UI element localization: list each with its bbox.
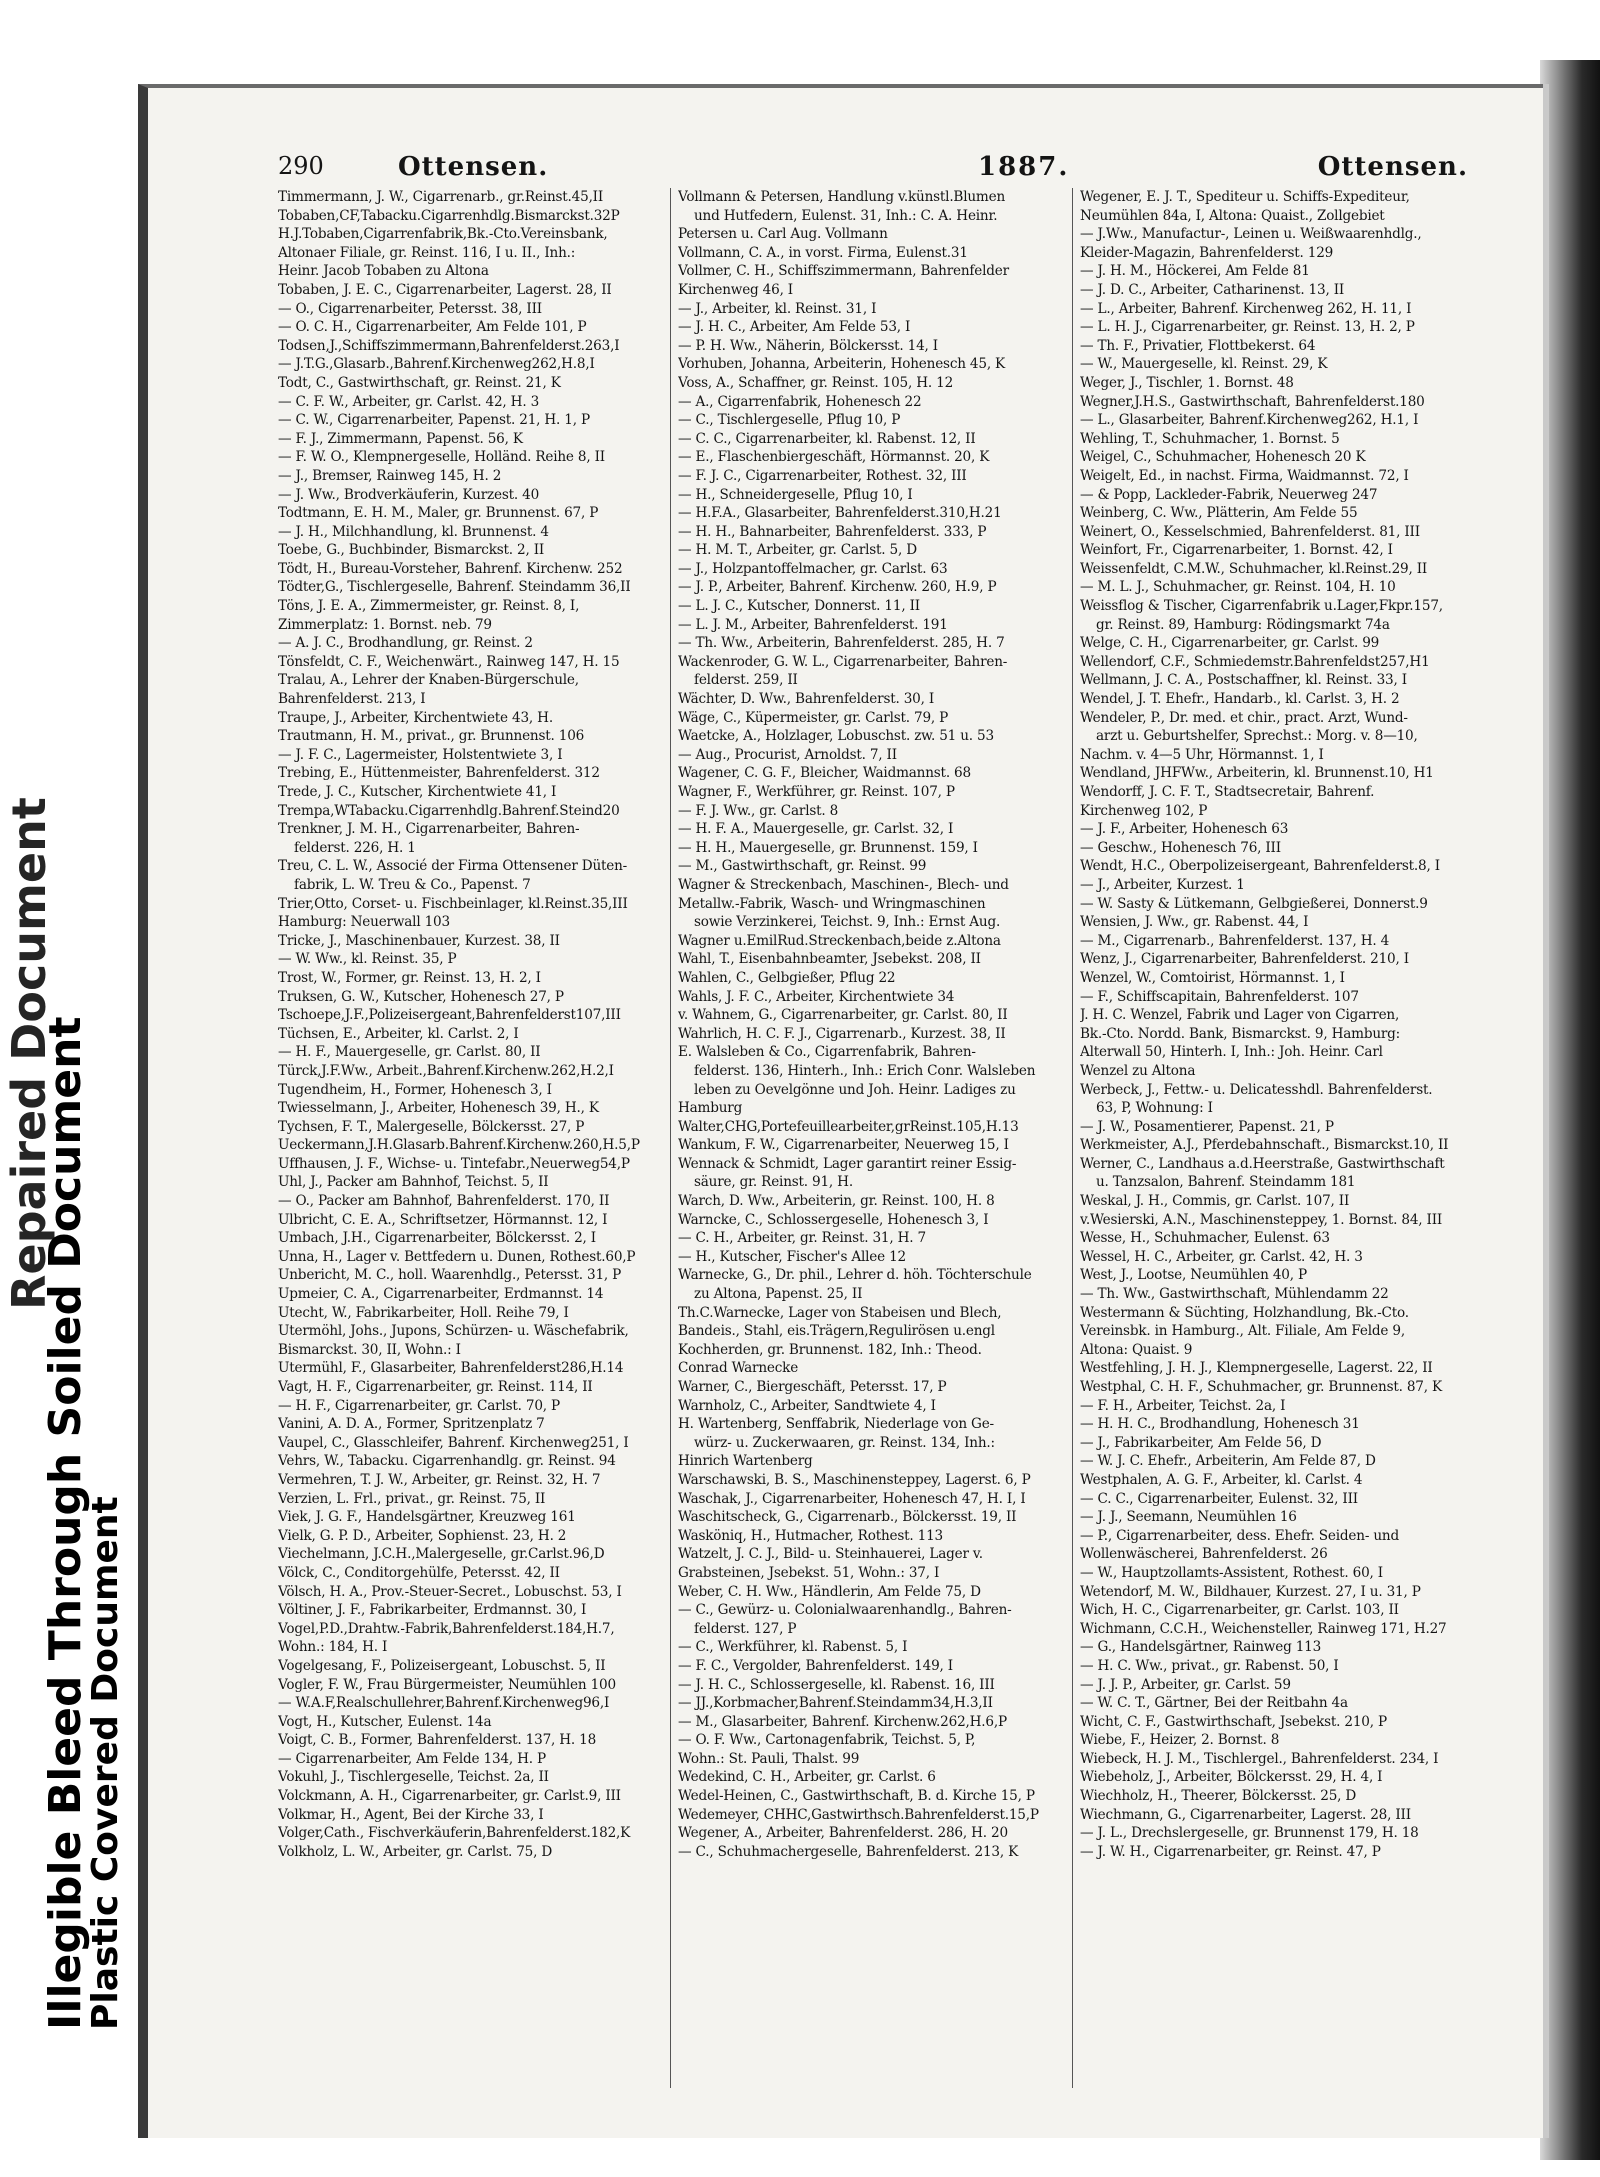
- directory-entry: Neumühlen 84a, I, Altona: Quaist., Zollgebiet: [1080, 207, 1385, 224]
- column-divider: [670, 188, 671, 2088]
- directory-entry: — F., Schiffscapitain, Bahrenfelderst. 107: [1080, 988, 1359, 1005]
- directory-entry: — J., Bremser, Rainweg 145, H. 2: [278, 467, 502, 484]
- directory-entry: Werbeck, J., Fettw.- u. Delicatesshdl. Bahrenfelderst.: [1080, 1081, 1433, 1098]
- stamp-repaired: Repaired Document: [2, 797, 56, 1310]
- directory-entry: — H. H., Bahnarbeiter, Bahrenfelderst. 333, P: [678, 523, 987, 540]
- directory-entry: Verzien, L. Frl., privat., gr. Reinst. 75, II: [278, 1490, 546, 1507]
- directory-entry: Wackenroder, G. W. L., Cigarrenarbeiter, Bahren-: [678, 653, 1008, 670]
- year: 1887.: [978, 152, 1070, 182]
- directory-entry: — J. F. C., Lagermeister, Holstentwiete 3, I: [278, 746, 563, 763]
- directory-entry: Wegener, E. J. T., Spediteur u. Schiffs-Expediteur,: [1080, 189, 1410, 205]
- directory-entry: Werkmeister, A.J., Pferdebahnschaft., Bismarckst.10, II: [1080, 1137, 1449, 1154]
- directory-entry: Grabsteinen, Jsebekst. 51, Wohn.: 37, I: [678, 1564, 940, 1581]
- directory-entry: — J. P., Arbeiter, Bahrenf. Kirchenw. 260, H.9, P: [678, 579, 997, 596]
- directory-entry: Wohn.: St. Pauli, Thalst. 99: [678, 1750, 860, 1767]
- directory-entry: — M., Glasarbeiter, Bahrenf. Kirchenw.262,H.6,P: [678, 1713, 1007, 1730]
- directory-entry: Völck, C., Conditorgehülfe, Petersst. 42, II: [278, 1564, 560, 1581]
- directory-entry: Waschitscheck, G., Cigarrenarb., Bölckersst. 19, II: [678, 1509, 1017, 1526]
- directory-entry: Wiechmann, G., Cigarrenarbeiter, Lagerst. 28, III: [1080, 1806, 1411, 1823]
- directory-entry: — C. C., Cigarrenarbeiter, Eulenst. 32, III: [1080, 1490, 1358, 1507]
- document-condition-stamp: [0, 0, 126, 2177]
- directory-entry: — W.A.F,Realschullehrer,Bahrenf.Kirchenweg96,I: [278, 1695, 610, 1712]
- directory-entry: — W. Sasty & Lütkemann, Gelbgießerei, Donnerst.9: [1080, 895, 1428, 912]
- directory-entry: Kirchenweg 46, I: [678, 281, 793, 298]
- directory-entry: Weissflog & Tischer, Cigarrenfabrik u.Lager,Fkpr.157,: [1080, 598, 1443, 615]
- directory-entry: — Th. F., Privatier, Flottbekerst. 64: [1080, 337, 1316, 354]
- directory-entry: Todt, C., Gastwirthschaft, gr. Reinst. 21, K: [278, 374, 561, 391]
- directory-entry: — H. M. T., Arbeiter, gr. Carlst. 5, D: [678, 542, 917, 559]
- directory-entry: felderst. 259, II: [694, 672, 798, 689]
- directory-entry: — C. H., Arbeiter, gr. Reinst. 31, H. 7: [678, 1230, 926, 1247]
- directory-entry: Vorhuben, Johanna, Arbeiterin, Hohenesch 45, K: [678, 356, 1006, 373]
- directory-entry: — L. J. C., Kutscher, Donnerst. 11, II: [678, 598, 920, 615]
- directory-entry: Vogler, F. W., Frau Bürgermeister, Neumühlen 100: [278, 1676, 616, 1693]
- directory-entry: Utermühl, F., Glasarbeiter, Bahrenfelderst286,H.14: [278, 1360, 624, 1377]
- directory-entry: — J., Holzpantoffelmacher, gr. Carlst. 63: [678, 560, 948, 577]
- column-2: [678, 188, 1062, 2128]
- directory-entry: Westphal, C. H. F., Schuhmacher, gr. Brunnenst. 87, K: [1080, 1379, 1442, 1395]
- directory-entry: Westphalen, A. G. F., Arbeiter, kl. Carlst. 4: [1080, 1471, 1363, 1488]
- directory-entry: Wahl, T., Eisenbahnbeamter, Jsebekst. 208, II: [678, 951, 981, 968]
- directory-entry: Twiesselmann, J., Arbeiter, Hohenesch 39, H., K: [278, 1100, 599, 1117]
- directory-entry: Tönsfeldt, C. F., Weichenwärt., Rainweg 147, H. 15: [278, 653, 620, 670]
- directory-entry: Tricke, J., Maschinenbauer, Kurzest. 38, II: [278, 932, 560, 949]
- directory-entry: — L., Arbeiter, Bahrenf. Kirchenweg 262, H. 11, I: [1080, 300, 1412, 317]
- directory-entry: Voss, A., Schaffner, gr. Reinst. 105, H. 12: [678, 374, 954, 391]
- directory-entry: Völsch, H. A., Prov.-Steuer-Secret., Lobuschst. 53, I: [278, 1583, 622, 1600]
- directory-entry: Türck,J.F.Ww., Arbeit.,Bahrenf.Kirchenw.262,H.2,I: [278, 1062, 614, 1079]
- directory-entry: — H., Kutscher, Fischer's Allee 12: [678, 1248, 906, 1265]
- directory-entry: — J. W. H., Cigarrenarbeiter, gr. Reinst. 47, P: [1080, 1843, 1381, 1860]
- directory-entry: H.J.Tobaben,Cigarrenfabrik,Bk.-Cto.Vereinsbank,: [278, 226, 608, 243]
- directory-entry: — C., Schuhmachergeselle, Bahrenfelderst. 213, K: [678, 1843, 1019, 1860]
- stamp-plastic: Plastic Covered Document: [85, 1496, 126, 2030]
- directory-entry: — J.T.G.,Glasarb.,Bahrenf.Kirchenweg262,H.8,I: [278, 356, 595, 373]
- directory-entry: — J. H. M., Höckerei, Am Felde 81: [1080, 263, 1310, 280]
- directory-entry: sowie Verzinkerei, Teichst. 9, Inh.: Ernst Aug.: [694, 914, 1001, 931]
- directory-entry: Trenkner, J. M. H., Cigarrenarbeiter, Bahren-: [278, 821, 580, 838]
- entry-columns: [278, 188, 1468, 2128]
- directory-entry: — J.Ww., Manufactur-, Leinen u. Weißwaarenhdlg.,: [1080, 226, 1422, 243]
- directory-entry: Weinfort, Fr., Cigarrenarbeiter, 1. Bornst. 42, I: [1080, 542, 1393, 559]
- page-header: [278, 152, 1468, 186]
- directory-entry: — C., Gewürz- u. Colonialwaarenhandlg., Bahren-: [678, 1602, 1012, 1619]
- directory-entry: Unna, H., Lager v. Bettfedern u. Dunen, Rothest.60,P: [278, 1248, 636, 1265]
- directory-entry: Bk.-Cto. Nordd. Bank, Bismarckst. 9, Hamburg:: [1080, 1025, 1401, 1042]
- directory-entry: — Geschw., Hohenesch 76, III: [1080, 839, 1281, 856]
- directory-entry: Wohn.: 184, H. I: [278, 1639, 388, 1656]
- directory-entry: Weskal, J. H., Commis, gr. Carlst. 107, II: [1080, 1193, 1350, 1210]
- directory-entry: Weigel, C., Schuhmacher, Hohenesch 20 K: [1080, 449, 1366, 466]
- directory-entry: Warnecke, G., Dr. phil., Lehrer d. höh. Töchterschule: [678, 1267, 1032, 1284]
- directory-entry: Trebing, E., Hüttenmeister, Bahrenfelderst. 312: [278, 765, 600, 782]
- directory-entry: — L., Glasarbeiter, Bahrenf.Kirchenweg262, H.1, I: [1080, 412, 1419, 429]
- directory-entry: Tugendheim, H., Former, Hohenesch 3, I: [278, 1081, 552, 1098]
- directory-entry: — J. L., Drechslergeselle, gr. Brunnenst 179, H. 18: [1080, 1825, 1419, 1842]
- directory-entry: — E., Flaschenbiergeschäft, Hörmannst. 20, K: [678, 449, 990, 466]
- directory-entry: — G., Handelsgärtner, Rainweg 113: [1080, 1639, 1322, 1656]
- directory-entry: Wenzel zu Altona: [1080, 1062, 1196, 1079]
- place-right: Ottensen.: [1317, 152, 1468, 182]
- directory-entry: felderst. 127, P: [694, 1620, 797, 1637]
- directory-entry: — A. J. C., Brodhandlung, gr. Reinst. 2: [278, 635, 533, 652]
- directory-entry: Conrad Warnecke: [678, 1360, 799, 1377]
- directory-entry: — J. D. C., Arbeiter, Catharinenst. 13, II: [1080, 281, 1345, 298]
- directory-entry: Bahrenfelderst. 213, I: [278, 691, 426, 708]
- directory-entry: — W. Ww., kl. Reinst. 35, P: [278, 951, 457, 968]
- directory-entry: — F. C., Vergolder, Bahrenfelderst. 149, I: [678, 1657, 953, 1674]
- directory-entry: Warncke, C., Schlossergeselle, Hohenesch 3, I: [678, 1211, 989, 1228]
- directory-entry: 63, P, Wohnung: I: [1096, 1100, 1213, 1117]
- directory-entry: Vogel,P.D.,Drahtw.-Fabrik,Bahrenfelderst.184,H.7,: [278, 1620, 615, 1637]
- directory-entry: — F. J. Ww., gr. Carlst. 8: [678, 802, 839, 819]
- directory-entry: — J., Arbeiter, Kurzest. 1: [1080, 876, 1245, 893]
- directory-entry: gr. Reinst. 89, Hamburg: Rödingsmarkt 74a: [1096, 616, 1390, 633]
- directory-entry: — L. H. J., Cigarrenarbeiter, gr. Reinst. 13, H. 2, P: [1080, 319, 1415, 336]
- directory-entry: Kirchenweg 102, P: [1080, 802, 1208, 819]
- directory-entry: Volkholz, L. W., Arbeiter, gr. Carlst. 75, D: [278, 1843, 553, 1860]
- directory-entry: Uffhausen, J. F., Wichse- u. Tintefabr.,Neuerweg54,P: [278, 1155, 630, 1172]
- directory-entry: Warch, D. Ww., Arbeiterin, gr. Reinst. 100, H. 8: [678, 1193, 995, 1210]
- directory-entry: — C. W., Cigarrenarbeiter, Papenst. 21, H. 1, P: [278, 412, 590, 429]
- directory-entry: Walter,CHG,Portefeuillearbeiter,grReinst.105,H.13: [678, 1118, 1019, 1135]
- directory-entry: Wicht, C. F., Gastwirthschaft, Jsebekst. 210, P: [1080, 1713, 1387, 1730]
- directory-entry: Wedekind, C. H., Arbeiter, gr. Carlst. 6: [678, 1769, 936, 1786]
- directory-entry: Wagner & Streckenbach, Maschinen-, Blech- und: [678, 876, 1009, 893]
- directory-entry: Tobaben, J. E. C., Cigarrenarbeiter, Lagerst. 28, II: [278, 281, 612, 298]
- directory-entry: — J. J., Seemann, Neumühlen 16: [1080, 1509, 1297, 1526]
- directory-entry: Wahls, J. F. C., Arbeiter, Kirchentwiete 34: [678, 988, 955, 1005]
- directory-entry: — P. H. Ww., Näherin, Bölckersst. 14, I: [678, 337, 938, 354]
- directory-entry: Vanini, A. D. A., Former, Spritzenplatz 7: [278, 1416, 545, 1433]
- directory-entry: Volkmar, H., Agent, Bei der Kirche 33, I: [278, 1806, 544, 1823]
- directory-entry: Alterwall 50, Hinterh. I, Inh.: Joh. Heinr. Carl: [1080, 1044, 1383, 1061]
- directory-entry: Vogelgesang, F., Polizeisergeant, Lobuschst. 5, II: [278, 1657, 606, 1674]
- directory-entry: — W., Hauptzollamts-Assistent, Rothest. 60, I: [1080, 1564, 1383, 1581]
- directory-entry: Wenzel, W., Comtoirist, Hörmannst. 1, I: [1080, 969, 1345, 986]
- directory-entry: Wiebeholz, J., Arbeiter, Bölckersst. 29, H. 4, I: [1080, 1769, 1383, 1786]
- book-page-edge: [1540, 60, 1600, 2160]
- directory-entry: Warnholz, C., Arbeiter, Sandtwiete 4, I: [678, 1397, 936, 1414]
- directory-entry: fabrik, L. W. Treu & Co., Papenst. 7: [294, 876, 531, 893]
- directory-entry: säure, gr. Reinst. 91, H.: [694, 1174, 853, 1191]
- directory-entry: — Th. Ww., Gastwirthschaft, Mühlendamm 22: [1080, 1286, 1389, 1303]
- directory-entry: Kochherden, gr. Brunnenst. 182, Inh.: Theod.: [678, 1341, 982, 1358]
- directory-entry: Trier,Otto, Corset- u. Fischbeinlager, kl.Reinst.35,III: [278, 895, 628, 912]
- directory-entry: v. Wahnem, G., Cigarrenarbeiter, gr. Carlst. 80, II: [678, 1007, 1008, 1024]
- directory-entry: Weinert, O., Kesselschmied, Bahrenfelderst. 81, III: [1080, 523, 1420, 540]
- directory-entry: Wächter, D. Ww., Bahrenfelderst. 30, I: [678, 691, 935, 708]
- directory-entry: Wedel-Heinen, C., Gastwirthschaft, B. d. Kirche 15, P: [678, 1788, 1035, 1805]
- directory-entry: Wensien, J. Ww., gr. Rabenst. 44, I: [1080, 914, 1309, 931]
- directory-entry: Utecht, W., Fabrikarbeiter, Holl. Reihe 79, I: [278, 1304, 569, 1321]
- directory-entry: — O., Packer am Bahnhof, Bahrenfelderst. 170, II: [278, 1193, 610, 1210]
- directory-entry: — C., Werkführer, kl. Rabenst. 5, I: [678, 1639, 908, 1656]
- directory-entry: Hinrich Wartenberg: [678, 1453, 813, 1470]
- column-1: [278, 188, 662, 2128]
- directory-entry: Wellmann, J. C. A., Postschaffner, kl. Reinst. 33, I: [1080, 672, 1407, 689]
- directory-entry: Bismarckst. 30, II, Wohn.: I: [278, 1341, 461, 1358]
- directory-entry: West, J., Lootse, Neumühlen 40, P: [1080, 1267, 1307, 1284]
- directory-entry: — O. F. Ww., Cartonagenfabrik, Teichst. 5, P,: [678, 1732, 976, 1749]
- directory-entry: Utermöhl, Johs., Jupons, Schürzen- u. Wäschefabrik,: [278, 1323, 629, 1340]
- directory-entry: — F. H., Arbeiter, Teichst. 2a, I: [1080, 1397, 1286, 1414]
- directory-entry: Tralau, A., Lehrer der Knaben-Bürgerschule,: [278, 672, 579, 689]
- directory-entry: Wessel, H. C., Arbeiter, gr. Carlst. 42, H. 3: [1080, 1248, 1363, 1265]
- directory-entry: Warner, C., Biergeschäft, Petersst. 17, P: [678, 1379, 947, 1395]
- directory-entry: — Th. Ww., Arbeiterin, Bahrenfelderst. 285, H. 7: [678, 635, 1005, 652]
- directory-entry: Upmeier, C. A., Cigarrenarbeiter, Erdmannst. 14: [278, 1286, 604, 1303]
- column-divider: [1072, 188, 1073, 2088]
- directory-entry: — Cigarrenarbeiter, Am Felde 134, H. P: [278, 1750, 546, 1767]
- directory-entry: Heinr. Jacob Tobaben zu Altona: [278, 263, 489, 280]
- directory-entry: Vereinsbk. in Hamburg., Alt. Filiale, Am Felde 9,: [1080, 1323, 1405, 1340]
- directory-entry: Wäge, C., Küpermeister, gr. Carlst. 79, P: [678, 709, 949, 726]
- directory-entry: Timmermann, J. W., Cigarrenarb., gr.Reinst.45,II: [278, 189, 604, 205]
- directory-entry: Traupe, J., Arbeiter, Kirchentwiete 43, H.: [278, 709, 553, 726]
- directory-entry: Wehling, T., Schuhmacher, 1. Bornst. 5: [1080, 430, 1340, 447]
- directory-entry: — J., Arbeiter, kl. Reinst. 31, I: [678, 300, 877, 317]
- directory-entry: — M. L. J., Schuhmacher, gr. Reinst. 104, H. 10: [1080, 579, 1396, 596]
- directory-entry: — H. F., Cigarrenarbeiter, gr. Carlst. 70, P: [278, 1397, 560, 1414]
- directory-entry: — O., Cigarrenarbeiter, Petersst. 38, III: [278, 300, 542, 317]
- directory-entry: Wegner,J.H.S., Gastwirthschaft, Bahrenfelderst.180: [1080, 393, 1425, 410]
- directory-entry: Wasköniq, H., Hutmacher, Rothest. 113: [678, 1527, 943, 1544]
- directory-entry: Petersen u. Carl Aug. Vollmann: [678, 226, 888, 243]
- directory-entry: Tödt, H., Bureau-Vorsteher, Bahrenf. Kirchenw. 252: [278, 560, 623, 577]
- directory-entry: Wesse, H., Schuhmacher, Eulenst. 63: [1080, 1230, 1330, 1247]
- directory-entry: Treu, C. L. W., Associé der Firma Ottensener Düten-: [278, 858, 628, 875]
- directory-entry: Uhl, J., Packer am Bahnhof, Teichst. 5, II: [278, 1174, 549, 1191]
- directory-entry: — W. J. C. Ehefr., Arbeiterin, Am Felde 87, D: [1080, 1453, 1376, 1470]
- directory-entry: Weigelt, Ed., in nachst. Firma, Waidmannst. 72, I: [1080, 467, 1409, 484]
- directory-entry: Wich, H. C., Cigarrenarbeiter, gr. Carlst. 103, II: [1080, 1602, 1399, 1619]
- directory-entry: Wankum, F. W., Cigarrenarbeiter, Neuerweg 15, I: [678, 1137, 1009, 1154]
- directory-page: [138, 84, 1543, 2138]
- directory-entry: Altonaer Filiale, gr. Reinst. 116, I u. II., Inh.:: [278, 244, 576, 261]
- directory-entry: — H. H. C., Brodhandlung, Hohenesch 31: [1080, 1416, 1360, 1433]
- directory-entry: — H. F. A., Mauergeselle, gr. Carlst. 32, I: [678, 821, 954, 838]
- directory-entry: Wendorff, J. C. F. T., Stadtsecretair, Bahrenf.: [1080, 784, 1375, 800]
- directory-entry: Volckmann, A. H., Cigarrenarbeiter, gr. Carlst.9, III: [278, 1788, 621, 1805]
- directory-entry: — W., Mauergeselle, kl. Reinst. 29, K: [1080, 356, 1328, 373]
- directory-entry: Nachm. v. 4—5 Uhr, Hörmannst. 1, I: [1080, 746, 1324, 763]
- directory-entry: Wendt, H.C., Oberpolizeisergeant, Bahrenfelderst.8, I: [1080, 858, 1440, 875]
- directory-entry: Weissenfeldt, C.M.W., Schuhmacher, kl.Reinst.29, II: [1080, 560, 1428, 577]
- directory-entry: — H. C. Ww., privat., gr. Rabenst. 50, I: [1080, 1657, 1339, 1674]
- directory-entry: — J. H. C., Schlossergeselle, kl. Rabenst. 16, III: [678, 1676, 995, 1693]
- directory-entry: Wenz, J., Cigarrenarbeiter, Bahrenfelderst. 210, I: [1080, 951, 1409, 968]
- place-left: Ottensen.: [398, 152, 549, 182]
- directory-entry: u. Tanzsalon, Bahrenf. Steindamm 181: [1096, 1174, 1356, 1191]
- directory-entry: — JJ.,Korbmacher,Bahrenf.Steindamm34,H.3,II: [678, 1695, 993, 1712]
- directory-entry: Watzelt, J. C. J., Bild- u. Steinhauerei, Lager v.: [678, 1546, 983, 1563]
- directory-entry: Viechelmann, J.C.H.,Malergeselle, gr.Carlst.96,D: [278, 1546, 605, 1563]
- directory-entry: — H. H., Mauergeselle, gr. Brunnenst. 159, I: [678, 839, 978, 856]
- directory-entry: — J. H., Milchhandlung, kl. Brunnenst. 4: [278, 523, 549, 540]
- directory-entry: — C. C., Cigarrenarbeiter, kl. Rabenst. 12, II: [678, 430, 976, 447]
- directory-entry: Wennack & Schmidt, Lager garantirt reiner Essig-: [678, 1155, 1017, 1172]
- directory-entry: Ulbricht, C. E. A., Schriftsetzer, Hörmannst. 12, I: [278, 1211, 608, 1228]
- directory-entry: Trede, J. C., Kutscher, Kirchentwiete 41, I: [278, 784, 557, 800]
- directory-entry: Vagt, H. F., Cigarrenarbeiter, gr. Reinst. 114, II: [278, 1379, 593, 1395]
- directory-entry: J. H. C. Wenzel, Fabrik und Lager von Cigarren,: [1080, 1007, 1400, 1024]
- directory-entry: E. Walsleben & Co., Cigarrenfabrik, Bahren-: [678, 1044, 976, 1061]
- directory-entry: Truksen, G. W., Kutscher, Hohenesch 27, P: [278, 988, 564, 1005]
- directory-entry: leben zu Oevelgönne und Joh. Heinr. Ladiges zu: [694, 1081, 1016, 1098]
- directory-entry: — J., Fabrikarbeiter, Am Felde 56, D: [1080, 1434, 1322, 1451]
- directory-entry: Vokuhl, J., Tischlergeselle, Teichst. 2a, II: [278, 1769, 549, 1786]
- directory-entry: Umbach, J.H., Cigarrenarbeiter, Bölckersst. 2, I: [278, 1230, 596, 1247]
- directory-entry: Hamburg: Neuerwall 103: [278, 914, 450, 931]
- directory-entry: H. Wartenberg, Senffabrik, Niederlage von Ge-: [678, 1416, 994, 1433]
- directory-entry: Wahlen, C., Gelbgießer, Pflug 22: [678, 969, 896, 986]
- directory-entry: — L. J. M., Arbeiter, Bahrenfelderst. 191: [678, 616, 948, 633]
- directory-entry: Werner, C., Landhaus a.d.Heerstraße, Gastwirthschaft: [1080, 1155, 1445, 1172]
- directory-entry: Ueckermann,J.H.Glasarb.Bahrenf.Kirchenw.260,H.5,P: [278, 1137, 640, 1154]
- directory-entry: Weger, J., Tischler, 1. Bornst. 48: [1080, 374, 1294, 391]
- directory-entry: Trempa,WTabacku.Cigarrenhdlg.Bahrenf.Steind20: [278, 802, 620, 819]
- directory-entry: Wendel, J. T. Ehefr., Handarb., kl. Carlst. 3, H. 2: [1080, 691, 1400, 708]
- directory-entry: — W. C. T., Gärtner, Bei der Reitbahn 4a: [1080, 1695, 1348, 1712]
- directory-entry: Wellendorf, C.F., Schmiedemstr.Bahrenfeldst257,H1: [1080, 653, 1430, 670]
- directory-entry: Töns, J. E. A., Zimmermeister, gr. Reinst. 8, I,: [278, 598, 580, 615]
- directory-entry: und Hutfedern, Eulenst. 31, Inh.: C. A. Heinr.: [694, 207, 998, 224]
- directory-entry: — F. J., Zimmermann, Papenst. 56, K: [278, 430, 523, 447]
- directory-entry: Wiechholz, H., Theerer, Bölckersst. 25, D: [1080, 1788, 1357, 1805]
- directory-entry: Weber, C. H. Ww., Händlerin, Am Felde 75, D: [678, 1583, 981, 1600]
- directory-entry: Wagner, F., Werkführer, gr. Reinst. 107, P: [678, 784, 955, 800]
- directory-entry: felderst. 226, H. 1: [294, 839, 416, 856]
- directory-entry: Trautmann, H. M., privat., gr. Brunnenst. 106: [278, 728, 585, 745]
- directory-entry: Waschak, J., Cigarrenarbeiter, Hohenesch 47, H. I, I: [678, 1490, 1026, 1507]
- directory-entry: — O. C. H., Cigarrenarbeiter, Am Felde 101, P: [278, 319, 587, 336]
- directory-entry: — M., Cigarrenarb., Bahrenfelderst. 137, H. 4: [1080, 932, 1390, 949]
- directory-entry: — H. F., Mauergeselle, gr. Carlst. 80, II: [278, 1044, 541, 1061]
- stamp-illegible: Illegible Bleed Through Soiled Document: [40, 1016, 91, 2030]
- directory-entry: Westfehling, J. H. J., Klempnergeselle, Lagerst. 22, II: [1080, 1360, 1433, 1377]
- directory-entry: arzt u. Geburtshelfer, Sprechst.: Morg. v. 8—10,: [1096, 728, 1418, 745]
- directory-entry: — H., Schneidergeselle, Pflug 10, I: [678, 486, 913, 503]
- directory-entry: Th.C.Warnecke, Lager von Stabeisen und Blech,: [678, 1304, 1002, 1321]
- directory-entry: Viek, J. G. F., Handelsgärtner, Kreuzweg 161: [278, 1509, 576, 1526]
- directory-entry: v.Wesierski, A.N., Maschinensteppey, 1. Bornst. 84, III: [1080, 1211, 1443, 1228]
- directory-entry: Tüchsen, E., Arbeiter, kl. Carlst. 2, I: [278, 1025, 519, 1042]
- directory-entry: — J. W., Posamentierer, Papenst. 21, P: [1080, 1118, 1334, 1135]
- directory-entry: Weinberg, C. Ww., Plätterin, Am Felde 55: [1080, 505, 1358, 522]
- directory-entry: Wollenwäscherei, Bahrenfelderst. 26: [1080, 1546, 1328, 1563]
- directory-entry: felderst. 136, Hinterh., Inh.: Erich Conr. Walsleben: [694, 1062, 1036, 1079]
- directory-entry: Völtiner, J. F., Fabrikarbeiter, Erdmannst. 30, I: [278, 1602, 587, 1619]
- directory-entry: Kleider-Magazin, Bahrenfelderst. 129: [1080, 244, 1334, 261]
- directory-entry: Vielk, G. P. D., Arbeiter, Sophienst. 23, H. 2: [278, 1527, 567, 1544]
- directory-entry: — J. J. P., Arbeiter, gr. Carlst. 59: [1080, 1676, 1291, 1693]
- directory-entry: Wedemeyer, CHHC,Gastwirthsch.Bahrenfelderst.15,P: [678, 1806, 1039, 1823]
- directory-entry: Tobaben,CF,Tabacku.Cigarrenhdlg.Bismarckst.32P: [278, 207, 620, 224]
- directory-entry: Todsen,J.,Schiffszimmermann,Bahrenfelderst.263,I: [278, 337, 620, 354]
- directory-entry: Tödter,G., Tischlergeselle, Bahrenf. Steindamm 36,II: [278, 579, 631, 596]
- directory-entry: — Aug., Procurist, Arnoldst. 7, II: [678, 746, 897, 763]
- directory-entry: Wahrlich, H. C. F. J., Cigarrenarb., Kurzest. 38, II: [678, 1025, 1006, 1042]
- directory-entry: Vollmann & Petersen, Handlung v.künstl.Blumen: [678, 189, 1006, 205]
- directory-entry: Vollmer, C. H., Schiffszimmermann, Bahrenfelder: [678, 263, 1009, 280]
- directory-entry: — C., Tischlergeselle, Pflug 10, P: [678, 412, 901, 429]
- directory-entry: Hamburg: [678, 1100, 743, 1117]
- directory-entry: Vehrs, W., Tabacku. Cigarrenhandlg. gr. Reinst. 94: [278, 1453, 616, 1470]
- directory-entry: — J. Ww., Brodverkäuferin, Kurzest. 40: [278, 486, 540, 503]
- directory-entry: würz- u. Zuckerwaaren, gr. Reinst. 134, Inh.:: [694, 1434, 995, 1451]
- directory-entry: Metallw.-Fabrik, Wasch- und Wringmaschinen: [678, 895, 986, 912]
- directory-entry: — M., Gastwirthschaft, gr. Reinst. 99: [678, 858, 927, 875]
- directory-entry: Welge, C. H., Cigarrenarbeiter, gr. Carlst. 99: [1080, 635, 1380, 652]
- directory-entry: Westermann & Süchting, Holzhandlung, Bk.-Cto.: [1080, 1304, 1409, 1321]
- directory-entry: Waetcke, A., Holzlager, Lobuschst. zw. 51 u. 53: [678, 728, 994, 745]
- directory-entry: — H.F.A., Glasarbeiter, Bahrenfelderst.310,H.21: [678, 505, 1002, 522]
- directory-entry: Wegener, A., Arbeiter, Bahrenfelderst. 286, H. 20: [678, 1825, 1008, 1842]
- directory-entry: — J. H. C., Arbeiter, Am Felde 53, I: [678, 319, 911, 336]
- directory-entry: Wagener, C. G. F., Bleicher, Waidmannst. 68: [678, 765, 971, 782]
- directory-entry: Bandeis., Stahl, eis.Trägern,Regulirösen u.engl: [678, 1323, 995, 1340]
- directory-entry: — & Popp, Lackleder-Fabrik, Neuerweg 247: [1080, 486, 1378, 503]
- directory-entry: zu Altona, Papenst. 25, II: [694, 1286, 863, 1303]
- directory-entry: Wendland, JHFWw., Arbeiterin, kl. Brunnenst.10, H1: [1080, 765, 1434, 782]
- column-3: [1080, 188, 1464, 2128]
- directory-entry: — F. W. O., Klempnergeselle, Holländ. Reihe 8, II: [278, 449, 605, 466]
- directory-entry: Wiebe, F., Heizer, 2. Bornst. 8: [1080, 1732, 1280, 1749]
- directory-entry: Wetendorf, M. W., Bildhauer, Kurzest. 27, I u. 31, P: [1080, 1583, 1421, 1600]
- directory-entry: Wendeler, P., Dr. med. et chir., pract. Arzt, Wund-: [1080, 709, 1408, 726]
- directory-entry: Toebe, G., Buchbinder, Bismarckst. 2, II: [278, 542, 545, 559]
- directory-entry: Vogt, H., Kutscher, Eulenst. 14a: [278, 1713, 492, 1730]
- directory-entry: — F. J. C., Cigarrenarbeiter, Rothest. 32, III: [678, 467, 967, 484]
- directory-entry: Voigt, C. B., Former, Bahrenfelderst. 137, H. 18: [278, 1732, 597, 1749]
- directory-entry: Volger,Cath., Fischverkäuferin,Bahrenfelderst.182,K: [278, 1825, 631, 1842]
- directory-entry: — C. F. W., Arbeiter, gr. Carlst. 42, H. 3: [278, 393, 540, 410]
- directory-entry: — J. F., Arbeiter, Hohenesch 63: [1080, 821, 1289, 838]
- page-number: 290: [278, 152, 324, 180]
- directory-entry: Vaupel, C., Glasschleifer, Bahrenf. Kirchenweg251, I: [278, 1434, 629, 1451]
- directory-entry: — P., Cigarrenarbeiter, dess. Ehefr. Seiden- und: [1080, 1527, 1399, 1544]
- directory-entry: Altona: Quaist. 9: [1080, 1341, 1193, 1358]
- directory-entry: Wichmann, C.C.H., Weichensteller, Rainweg 171, H.27: [1080, 1620, 1447, 1637]
- directory-entry: Tschoepe,J.F.,Polizeisergeant,Bahrenfelderst107,III: [278, 1007, 621, 1024]
- directory-entry: Todtmann, E. H. M., Maler, gr. Brunnenst. 67, P: [278, 505, 599, 522]
- directory-entry: Wagner u.EmilRud.Streckenbach,beide z.Altona: [678, 932, 1001, 949]
- directory-entry: Warschawski, B. S., Maschinensteppey, Lagerst. 6, P: [678, 1471, 1031, 1488]
- directory-entry: Unbericht, M. C., holl. Waarenhdlg., Petersst. 31, P: [278, 1267, 622, 1284]
- directory-entry: Tychsen, F. T., Malergeselle, Bölckersst. 27, P: [278, 1118, 585, 1135]
- directory-entry: Wiebeck, H. J. M., Tischlergel., Bahrenfelderst. 234, I: [1080, 1750, 1439, 1767]
- directory-entry: Vollmann, C. A., in vorst. Firma, Eulenst.31: [678, 244, 968, 261]
- directory-entry: Trost, W., Former, gr. Reinst. 13, H. 2, I: [278, 969, 541, 986]
- directory-entry: Vermehren, T. J. W., Arbeiter, gr. Reinst. 32, H. 7: [278, 1471, 601, 1488]
- directory-entry: Zimmerplatz: 1. Bornst. neb. 79: [278, 616, 492, 633]
- directory-entry: — A., Cigarrenfabrik, Hohenesch 22: [678, 393, 922, 410]
